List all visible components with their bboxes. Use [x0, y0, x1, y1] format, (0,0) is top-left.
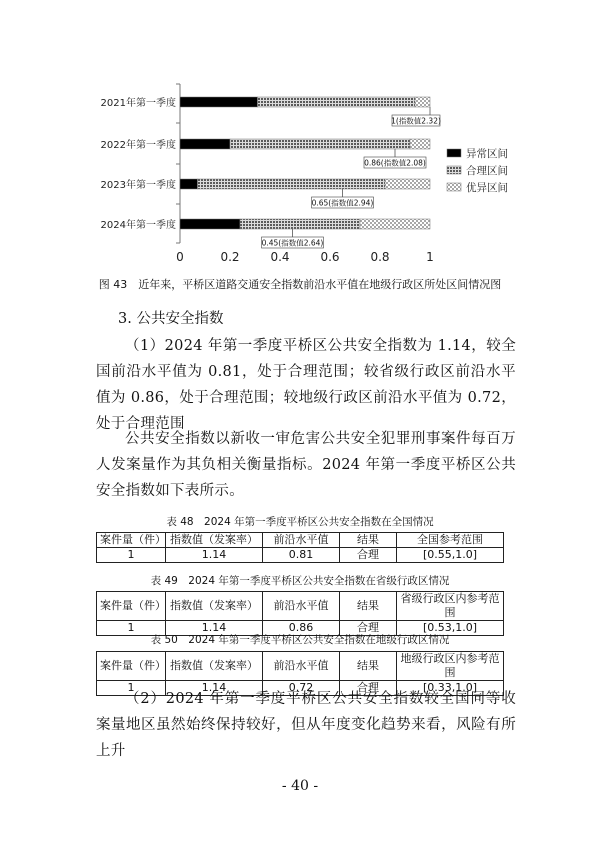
bar-segment — [180, 179, 198, 189]
table-49 — [96, 591, 504, 636]
callout-label: 0.65(指数值2.94) — [311, 198, 374, 208]
table-48-caption: 表 48 2024 年第一季度平桥区公共安全指数在全国情况 — [166, 516, 434, 528]
x-tick-label: 0 — [176, 250, 184, 264]
bar-segment — [230, 139, 410, 149]
table-48 — [96, 532, 504, 563]
header-cell: 前沿水平值 — [263, 592, 340, 621]
legend-swatch — [447, 149, 461, 157]
figure-caption: 图 43 近年来，平桥区道路交通安全指数前沿水平值在地级行政区所处区间情况图 — [98, 278, 502, 291]
header-cell: 结果 — [340, 652, 397, 681]
paragraph-1: （1）2024 年第一季度平桥区公共安全指数为 1.14，较全国前沿水平值为 0.81，处于合理范围；较省级行政区前沿水平值为 0.86，处于合理范围；较地级行政区前沿水平值为 0.72，处于合理范围 — [96, 338, 516, 432]
table-cell: [0.53,1.0] — [397, 621, 504, 636]
callout-label: 1(指数值2.32) — [391, 116, 441, 126]
page-number: - 40 - — [281, 778, 319, 794]
bar-segment — [415, 97, 430, 107]
callout-label: 0.86(指数值2.08) — [364, 158, 426, 168]
header-cell: 地级行政区内参考范围 — [397, 652, 504, 681]
table-header-row — [97, 533, 504, 548]
table-cell: 1.14 — [166, 548, 263, 563]
header-cell: 案件量（件） — [97, 533, 166, 548]
header-cell: 结果 — [340, 592, 397, 621]
header-cell: 省级行政区内参考范围 — [397, 592, 504, 621]
legend-label: 合理区间 — [466, 165, 508, 177]
header-cell: 案件量（件） — [97, 592, 166, 621]
table-cell: 合理 — [340, 681, 397, 696]
bar-segment — [258, 97, 416, 107]
table-header-row — [97, 592, 504, 621]
x-tick-label: 1 — [426, 250, 434, 264]
table-cell: 0.72 — [263, 681, 340, 696]
category-label: 2023年第一季度 — [100, 180, 176, 191]
header-cell: 前沿水平值 — [263, 652, 340, 681]
bar-segment — [180, 139, 230, 149]
bar-segment — [240, 219, 360, 229]
table-cell: 1 — [97, 681, 166, 696]
table-cell: [0.55,1.0] — [397, 548, 504, 563]
table-cell: 0.81 — [263, 548, 340, 563]
legend-label: 优异区间 — [466, 182, 508, 194]
callout-label: 0.45(指数值2.64) — [261, 238, 324, 248]
legend-swatch — [447, 183, 461, 191]
category-label: 2022年第一季度 — [100, 140, 176, 151]
table-cell: 合理 — [340, 548, 397, 563]
header-cell: 全国参考范围 — [397, 533, 504, 548]
legend-swatch — [447, 166, 461, 174]
header-cell: 指数值（发案率） — [166, 652, 263, 681]
header-cell: 指数值（发案率） — [166, 592, 263, 621]
section-heading: 3. 公共安全指数 — [118, 311, 224, 327]
header-cell: 前沿水平值 — [263, 533, 340, 548]
table-cell: 合理 — [340, 621, 397, 636]
table-cell: 1 — [97, 621, 166, 636]
bar-segment — [180, 97, 258, 107]
header-cell: 指数值（发案率） — [166, 533, 263, 548]
bar-segment — [198, 179, 386, 189]
header-cell: 结果 — [340, 533, 397, 548]
legend-label: 异常区间 — [466, 148, 508, 160]
table-row — [97, 548, 504, 563]
category-label: 2024年第一季度 — [100, 220, 176, 231]
paragraph-2: 公共安全指数以新收一审危害公共安全犯罪刑事案件每百万人发案量作为其负相关衡量指标。2024 年第一季度平桥区公共安全指数如下表所示。 — [96, 431, 516, 499]
table-50-caption: 表 50 2024 年第一季度平桥区公共安全指数在地级行政区情况 — [150, 634, 450, 646]
x-tick-label: 0.2 — [220, 250, 240, 264]
header-cell: 案件量（件） — [97, 652, 166, 681]
paragraph-3: （2）2024 年第一季度平桥区公共安全指数较全国同等收案量地区虽然始终保持较好，但从年度变化趋势来看，风险有所上升 — [96, 691, 516, 759]
x-tick-label: 0.6 — [320, 250, 340, 264]
x-tick-label: 0.8 — [370, 250, 390, 264]
category-label: 2021年第一季度 — [100, 98, 176, 109]
table-cell: 1 — [97, 548, 166, 563]
table-cell: 1.14 — [166, 621, 263, 636]
interval-chart — [0, 80, 600, 270]
bar-segment — [360, 219, 430, 229]
table-cell: 1.14 — [166, 681, 263, 696]
bar-segment — [410, 139, 430, 149]
bar-segment — [180, 219, 240, 229]
table-cell: [0.33,1.0] — [397, 681, 504, 696]
bar-segment — [385, 179, 430, 189]
table-cell: 0.86 — [263, 621, 340, 636]
x-tick-label: 0.4 — [270, 250, 290, 264]
table-49-caption: 表 49 2024 年第一季度平桥区公共安全指数在省级行政区情况 — [150, 575, 450, 587]
table-header-row — [97, 652, 504, 681]
